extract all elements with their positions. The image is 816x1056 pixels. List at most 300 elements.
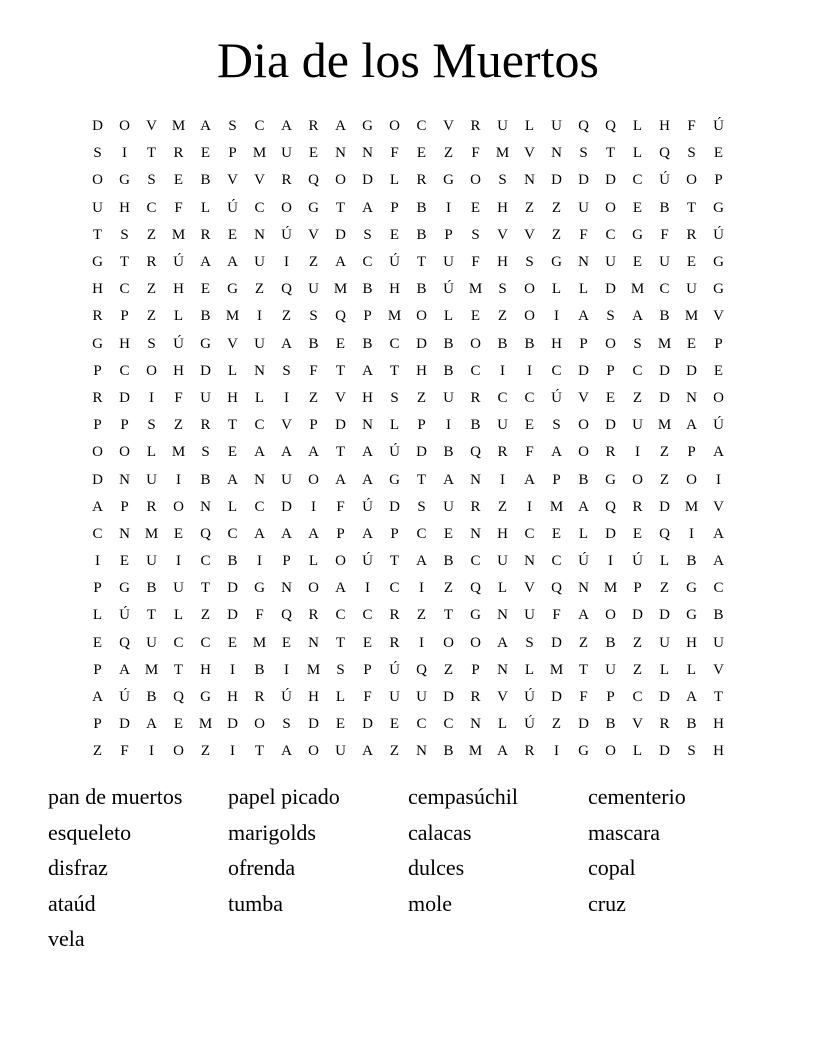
grid-letter: U <box>389 689 400 706</box>
grid-letter: L <box>659 553 670 570</box>
word-list-item: disfraz <box>48 855 108 880</box>
grid-letter: G <box>362 118 373 135</box>
grid-letter: L <box>497 580 508 597</box>
grid-letter: Q <box>200 525 211 542</box>
grid-letter: S <box>498 281 507 298</box>
grid-letter: B <box>200 471 211 488</box>
grid-letter: I <box>284 254 289 271</box>
grid-letter: A <box>281 118 292 135</box>
grid-letter: C <box>551 553 562 570</box>
grid-letter: U <box>659 634 670 651</box>
grid-letter: O <box>308 580 319 597</box>
grid-letter: F <box>552 607 561 624</box>
grid-letter: I <box>689 525 694 542</box>
grid-letter: I <box>311 498 316 515</box>
grid-letter: F <box>336 498 345 515</box>
word-list-item: marigolds <box>228 819 316 845</box>
grid-letter: O <box>524 281 535 298</box>
grid-letter: A <box>443 471 454 488</box>
grid-letter: E <box>443 525 454 542</box>
grid-letter: D <box>551 172 562 189</box>
grid-letter: C <box>632 172 643 189</box>
grid-letter: R <box>416 172 427 189</box>
grid-letter: I <box>95 553 100 570</box>
grid-letter: P <box>606 689 615 706</box>
grid-letter: I <box>149 389 154 406</box>
grid-letter: C <box>119 281 130 298</box>
grid-letter: I <box>230 743 235 760</box>
grid-letter: O <box>470 335 481 352</box>
grid-letter: C <box>389 580 400 597</box>
grid-letter: C <box>416 118 427 135</box>
grid-letter: P <box>606 362 615 379</box>
grid-letter: E <box>92 634 103 651</box>
grid-letter: U <box>416 689 427 706</box>
grid-letter: U <box>146 471 157 488</box>
grid-letter: T <box>200 580 211 597</box>
grid-letter: N <box>254 226 265 243</box>
grid-letter: U <box>200 389 211 406</box>
word-list-item: cruz <box>588 890 626 916</box>
grid-letter: R <box>92 389 103 406</box>
grid-letter: H <box>308 689 319 706</box>
grid-letter: S <box>93 145 102 162</box>
grid-letter: C <box>254 199 265 216</box>
grid-letter: O <box>308 471 319 488</box>
grid-letter: N <box>686 389 697 406</box>
grid-letter: Ú <box>524 716 535 733</box>
word-list-item: ataúd <box>48 890 96 916</box>
word-list-item: dulces <box>408 855 465 880</box>
grid-letter: Q <box>281 607 292 624</box>
grid-letter: L <box>308 553 319 570</box>
grid-letter: N <box>254 362 265 379</box>
grid-letter: Ú <box>389 444 400 461</box>
grid-letter: M <box>630 281 645 298</box>
grid-letter: A <box>713 525 724 542</box>
grid-letter: S <box>525 254 534 271</box>
grid-letter: A <box>578 607 589 624</box>
grid-letter: V <box>281 417 292 434</box>
grid-letter: T <box>389 362 400 379</box>
grid-letter: N <box>578 254 589 271</box>
grid-letter: A <box>362 471 373 488</box>
grid-letter: P <box>120 308 129 325</box>
grid-letter: O <box>605 607 616 624</box>
grid-letter: L <box>92 607 103 624</box>
grid-letter: S <box>687 743 696 760</box>
grid-letter: O <box>578 417 589 434</box>
grid-letter: T <box>146 145 157 162</box>
grid-letter: D <box>605 281 616 298</box>
grid-letter: F <box>255 607 264 624</box>
grid-letter: Z <box>578 634 589 651</box>
grid-letter: U <box>578 199 589 216</box>
grid-letter: H <box>227 389 238 406</box>
grid-letter: I <box>527 498 532 515</box>
grid-letter: R <box>470 118 481 135</box>
grid-letter: V <box>227 335 238 352</box>
grid-letter: G <box>443 172 454 189</box>
grid-letter: E <box>632 525 643 542</box>
grid-letter: P <box>93 716 102 733</box>
grid-letter: D <box>632 607 643 624</box>
grid-letter: P <box>309 417 318 434</box>
grid-letter: A <box>281 743 292 760</box>
grid-letter: C <box>200 634 211 651</box>
grid-letter: P <box>120 498 129 515</box>
grid-letter: H <box>713 743 724 760</box>
grid-letter: A <box>308 525 319 542</box>
grid-letter: A <box>362 199 373 216</box>
grid-letter: B <box>686 553 697 570</box>
grid-letter: R <box>200 226 211 243</box>
grid-letter: Q <box>335 308 346 325</box>
grid-letter: C <box>119 362 130 379</box>
grid-letter: R <box>308 607 319 624</box>
grid-letter: Q <box>416 661 427 678</box>
grid-letter: G <box>551 254 562 271</box>
grid-letter: S <box>228 118 237 135</box>
grid-letter: O <box>470 634 481 651</box>
grid-letter: P <box>552 471 561 488</box>
grid-letter: Q <box>308 172 319 189</box>
grid-letter: D <box>659 743 670 760</box>
grid-letter: C <box>524 525 535 542</box>
grid-letter: R <box>92 308 103 325</box>
grid-letter: T <box>146 607 157 624</box>
grid-letter: M <box>603 580 618 597</box>
grid-letter: O <box>389 118 400 135</box>
grid-letter: C <box>92 525 103 542</box>
grid-letter: L <box>659 661 670 678</box>
grid-letter: S <box>147 335 156 352</box>
grid-letter: C <box>227 525 238 542</box>
grid-letter: F <box>174 199 183 216</box>
grid-letter: C <box>497 389 508 406</box>
grid-letter: H <box>173 281 184 298</box>
grid-letter: V <box>227 172 238 189</box>
grid-letter: N <box>308 634 319 651</box>
grid-letter: S <box>498 172 507 189</box>
grid-letter: L <box>335 689 346 706</box>
grid-letter: A <box>497 743 508 760</box>
grid-letter: B <box>146 580 157 597</box>
grid-letter: D <box>551 634 562 651</box>
grid-letter: Z <box>551 199 562 216</box>
grid-letter: N <box>200 498 211 515</box>
grid-letter: B <box>443 362 454 379</box>
grid-letter: P <box>687 444 696 461</box>
grid-letter: D <box>119 389 130 406</box>
grid-letter: O <box>335 172 346 189</box>
grid-letter: P <box>93 417 102 434</box>
grid-letter: U <box>281 145 292 162</box>
grid-letter: R <box>470 498 481 515</box>
grid-letter: V <box>713 661 724 678</box>
grid-letter: U <box>92 199 103 216</box>
grid-letter: D <box>659 498 670 515</box>
grid-letter: B <box>200 172 211 189</box>
grid-letter: D <box>362 172 373 189</box>
grid-letter: F <box>660 226 669 243</box>
grid-letter: M <box>144 661 159 678</box>
grid-letter: Z <box>200 743 211 760</box>
grid-letter: Ú <box>173 335 184 352</box>
grid-letter: S <box>147 417 156 434</box>
word-list-item: vela <box>48 926 85 951</box>
grid-letter: E <box>227 226 238 243</box>
grid-letter: A <box>578 308 589 325</box>
grid-letter: P <box>444 226 453 243</box>
grid-letter: F <box>471 145 480 162</box>
grid-letter: M <box>252 145 267 162</box>
grid-letter: Z <box>146 281 157 298</box>
grid-letter: D <box>551 689 562 706</box>
grid-letter: Z <box>632 634 643 651</box>
grid-letter: Q <box>470 444 481 461</box>
grid-letter: F <box>579 226 588 243</box>
grid-letter: E <box>686 254 697 271</box>
grid-letter: S <box>147 172 156 189</box>
grid-letter: Q <box>605 498 616 515</box>
grid-letter: C <box>254 498 265 515</box>
grid-letter: P <box>714 172 723 189</box>
grid-letter: P <box>120 417 129 434</box>
grid-letter: T <box>335 444 346 461</box>
grid-letter: S <box>606 308 615 325</box>
grid-letter: L <box>173 607 184 624</box>
grid-letter: O <box>470 172 481 189</box>
word-list-item: calacas <box>408 819 472 845</box>
grid-letter: H <box>173 362 184 379</box>
letter-grid <box>84 113 732 766</box>
grid-letter: A <box>254 444 265 461</box>
grid-letter: A <box>92 498 103 515</box>
grid-letter: F <box>309 362 318 379</box>
grid-letter: I <box>446 417 451 434</box>
grid-letter: R <box>524 743 535 760</box>
word-list-item: cempasúchil <box>408 784 518 809</box>
grid-letter: N <box>119 525 130 542</box>
grid-letter: I <box>419 634 424 651</box>
grid-letter: H <box>92 281 103 298</box>
grid-letter: P <box>363 661 372 678</box>
grid-letter: Ú <box>281 689 292 706</box>
grid-letter: L <box>173 308 184 325</box>
grid-letter: T <box>686 199 697 216</box>
grid-letter: D <box>92 118 103 135</box>
grid-letter: Z <box>308 254 319 271</box>
grid-letter: R <box>632 498 643 515</box>
grid-letter: E <box>362 634 373 651</box>
grid-letter: E <box>335 716 346 733</box>
grid-letter: G <box>227 281 238 298</box>
grid-letter: E <box>200 281 211 298</box>
grid-letter: A <box>119 661 130 678</box>
grid-letter: E <box>335 335 346 352</box>
grid-letter: A <box>254 525 265 542</box>
word-list-item: mascara <box>588 819 661 845</box>
grid-letter: D <box>119 716 130 733</box>
grid-letter: M <box>684 308 699 325</box>
grid-letter: T <box>416 254 427 271</box>
grid-letter: P <box>579 335 588 352</box>
grid-letter: Z <box>416 607 427 624</box>
grid-letter: M <box>684 498 699 515</box>
grid-letter: D <box>227 716 238 733</box>
grid-letter: C <box>173 634 184 651</box>
grid-letter: T <box>335 634 346 651</box>
grid-letter: M <box>225 308 240 325</box>
grid-letter: D <box>308 716 319 733</box>
grid-letter: B <box>443 743 454 760</box>
grid-letter: E <box>686 335 697 352</box>
word-list-item: mole <box>408 890 452 916</box>
grid-letter: V <box>713 308 724 325</box>
grid-letter: M <box>306 661 321 678</box>
grid-letter: O <box>119 444 130 461</box>
grid-letter: Z <box>416 389 427 406</box>
grid-letter: I <box>554 743 559 760</box>
grid-letter: C <box>632 362 643 379</box>
grid-letter: I <box>176 553 181 570</box>
grid-letter: A <box>227 254 238 271</box>
grid-letter: I <box>608 553 613 570</box>
grid-letter: T <box>605 145 616 162</box>
grid-letter: O <box>632 471 643 488</box>
grid-letter: Z <box>146 226 157 243</box>
grid-letter: Ú <box>632 553 643 570</box>
grid-letter: Ú <box>173 254 184 271</box>
grid-letter: F <box>120 743 129 760</box>
grid-letter: A <box>335 580 346 597</box>
grid-letter: G <box>92 335 103 352</box>
grid-letter: A <box>362 444 373 461</box>
grid-letter: P <box>471 661 480 678</box>
grid-letter: L <box>146 444 157 461</box>
grid-letter: A <box>335 254 346 271</box>
grid-letter: Z <box>308 389 319 406</box>
grid-letter: P <box>390 199 399 216</box>
grid-letter: O <box>146 362 157 379</box>
grid-letter: C <box>443 716 454 733</box>
grid-letter: R <box>146 254 157 271</box>
grid-letter: Ú <box>443 281 454 298</box>
grid-letter: D <box>227 580 238 597</box>
grid-letter: C <box>335 607 346 624</box>
grid-letter: P <box>363 308 372 325</box>
grid-letter: C <box>659 281 670 298</box>
grid-letter: G <box>200 335 211 352</box>
grid-letter: L <box>632 118 643 135</box>
grid-letter: G <box>578 743 589 760</box>
grid-letter: E <box>389 226 400 243</box>
grid-letter: A <box>362 525 373 542</box>
grid-letter: A <box>308 444 319 461</box>
word-list-item: esqueleto <box>48 819 132 845</box>
grid-letter: P <box>714 335 723 352</box>
grid-letter: A <box>227 471 238 488</box>
grid-letter: G <box>119 580 130 597</box>
grid-letter: R <box>281 172 292 189</box>
grid-letter: B <box>443 444 454 461</box>
grid-letter: B <box>713 607 724 624</box>
grid-letter: A <box>632 308 643 325</box>
grid-letter: A <box>146 716 157 733</box>
grid-letter: M <box>387 308 402 325</box>
grid-letter: V <box>497 226 508 243</box>
grid-letter: O <box>416 308 427 325</box>
grid-letter: S <box>390 389 399 406</box>
grid-letter: Z <box>92 743 103 760</box>
grid-letter: D <box>362 716 373 733</box>
word-list-item: tumba <box>228 890 283 916</box>
grid-letter: B <box>362 335 373 352</box>
grid-letter: Ú <box>713 417 724 434</box>
grid-letter: S <box>282 716 291 733</box>
grid-letter: U <box>443 254 454 271</box>
grid-letter: M <box>468 281 483 298</box>
grid-letter: S <box>633 335 642 352</box>
grid-letter: E <box>524 417 535 434</box>
grid-letter: E <box>470 199 481 216</box>
grid-letter: V <box>443 118 454 135</box>
grid-letter: I <box>122 145 127 162</box>
grid-letter: R <box>308 118 319 135</box>
grid-letter: D <box>578 716 589 733</box>
grid-letter: O <box>173 743 184 760</box>
grid-letter: F <box>390 145 399 162</box>
grid-letter: P <box>390 525 399 542</box>
grid-letter: T <box>713 689 724 706</box>
grid-letter: G <box>713 281 724 298</box>
grid-letter: E <box>470 308 481 325</box>
grid-letter: L <box>551 281 562 298</box>
grid-letter: N <box>119 471 130 488</box>
grid-letter: M <box>495 145 510 162</box>
grid-letter: P <box>336 525 345 542</box>
grid-letter: M <box>144 525 159 542</box>
grid-letter: D <box>389 498 400 515</box>
grid-letter: E <box>281 634 292 651</box>
grid-letter: D <box>605 417 616 434</box>
grid-letter: Ú <box>524 689 535 706</box>
grid-letter: N <box>497 607 508 624</box>
grid-letter: A <box>281 335 292 352</box>
grid-letter: Ú <box>389 661 400 678</box>
grid-letter: E <box>173 525 184 542</box>
grid-letter: D <box>416 335 427 352</box>
grid-letter: R <box>497 444 508 461</box>
grid-letter: M <box>468 743 483 760</box>
grid-letter: R <box>470 689 481 706</box>
grid-letter: A <box>281 444 292 461</box>
grid-letter: L <box>389 172 400 189</box>
grid-letter: S <box>336 661 345 678</box>
grid-letter: A <box>200 118 211 135</box>
grid-letter: O <box>524 308 535 325</box>
grid-letter: A <box>524 471 535 488</box>
grid-letter: G <box>254 580 265 597</box>
grid-letter: Q <box>659 525 670 542</box>
grid-letter: E <box>632 254 643 271</box>
grid-letter: G <box>632 226 643 243</box>
grid-letter: N <box>362 145 373 162</box>
grid-letter: E <box>713 362 724 379</box>
grid-letter: R <box>146 498 157 515</box>
grid-letter: B <box>362 281 373 298</box>
